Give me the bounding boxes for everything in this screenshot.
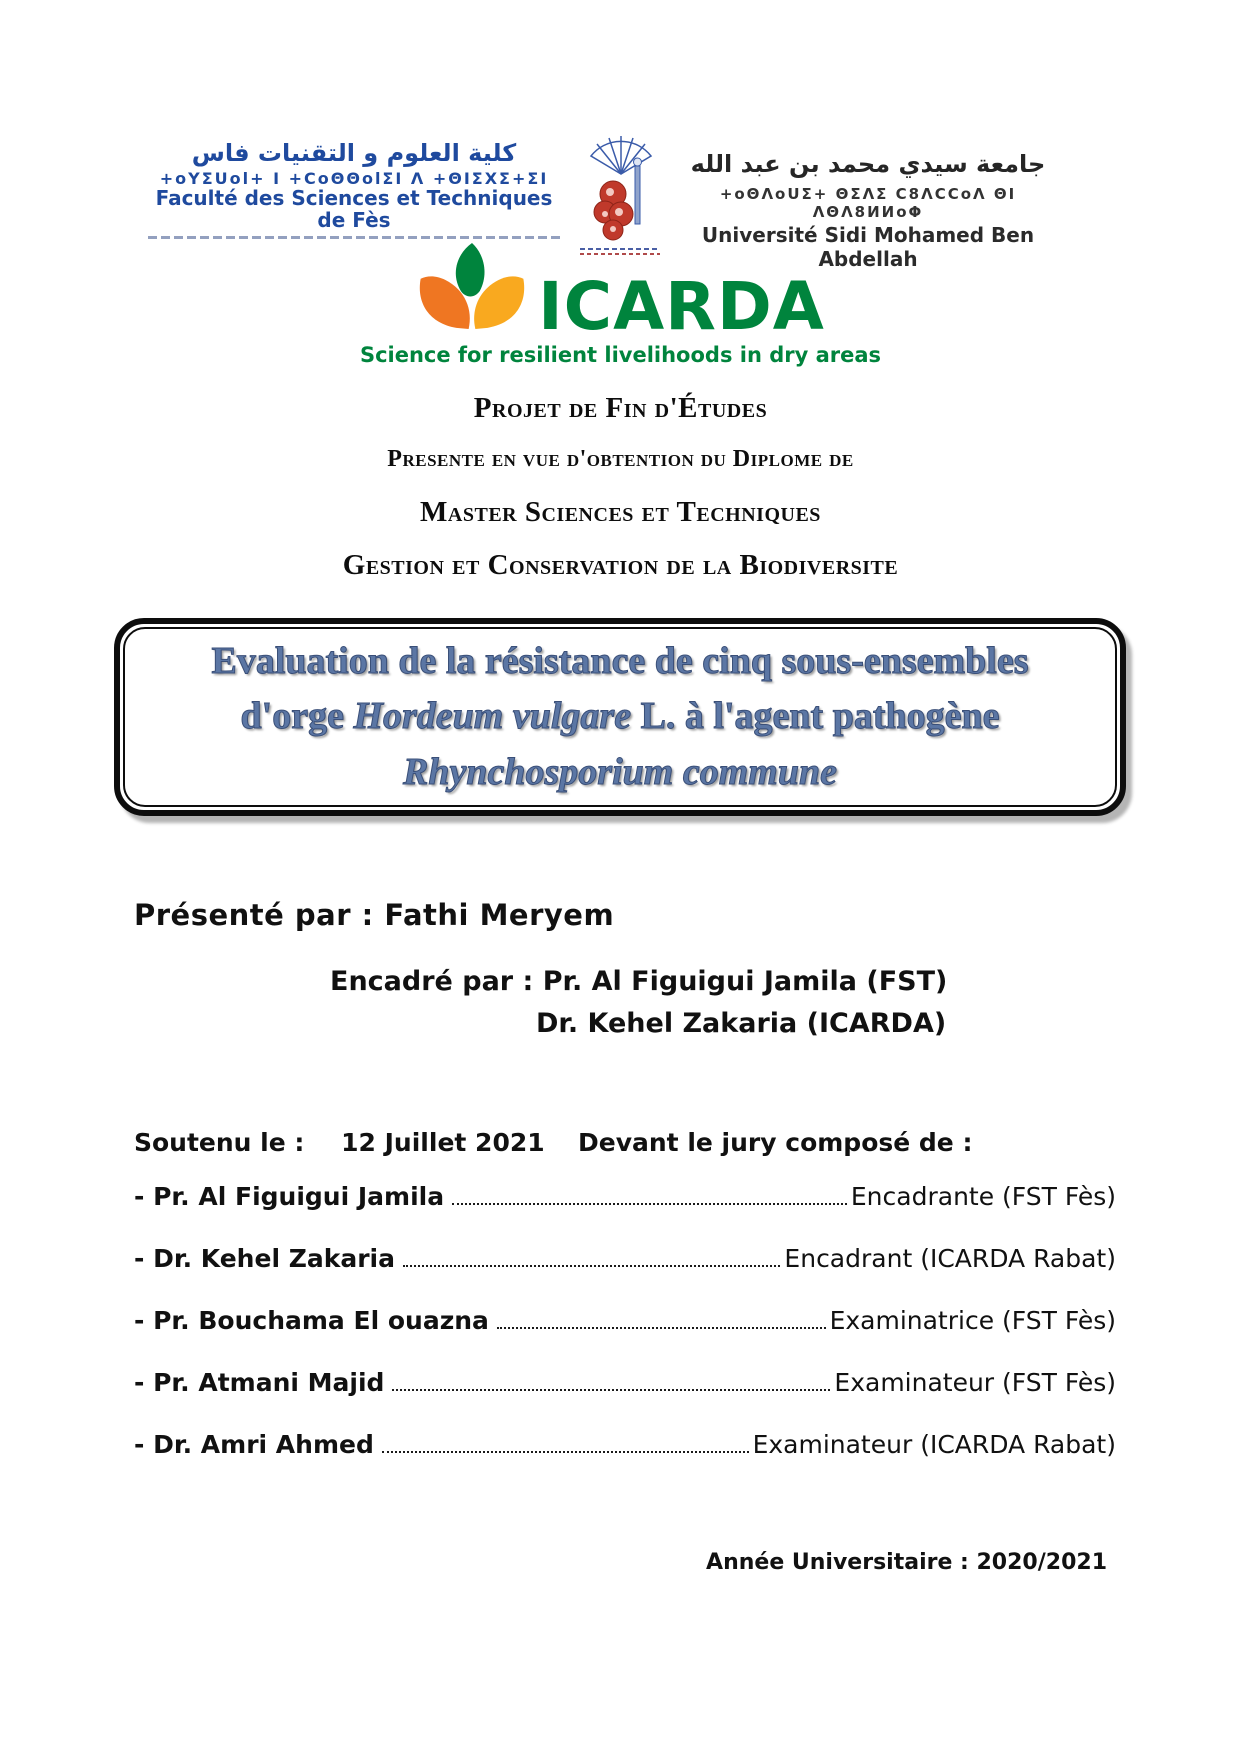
icarda-wordmark: ICARDA <box>538 268 825 346</box>
heading-projet: Projet de Fin d'Études <box>473 392 768 424</box>
heading-presente: Presente en vue d'obtention du Diplome de <box>387 446 854 472</box>
dotted-leader <box>497 1327 826 1329</box>
icarda-flower-icon <box>416 243 528 339</box>
heading-gestion: Gestion et Conservation de la Biodiversite <box>342 549 899 581</box>
jury-member-name: - Dr. Kehel Zakaria <box>134 1244 395 1273</box>
jury-member-name: - Pr. Bouchama El ouazna <box>134 1306 489 1335</box>
fst-arabic-text: كلية العلوم و التقنيات فاس <box>191 139 517 167</box>
jury-row <box>134 1244 1116 1284</box>
dotted-leader <box>403 1265 780 1267</box>
thesis-title-box <box>114 618 1126 816</box>
dotted-leader <box>392 1389 830 1391</box>
jury-member-name: - Pr. Atmani Majid <box>134 1368 385 1397</box>
heading-master: Master Sciences et Techniques <box>420 496 821 528</box>
usmba-seal-icon <box>583 126 659 254</box>
icarda-tagline: Science for resilient livelihoods in dry areas <box>359 343 882 367</box>
jury-list <box>134 1182 1116 1492</box>
jury-member-role: Encadrante (FST Fès) <box>850 1182 1116 1211</box>
defense-date-label: Soutenu le : <box>134 1128 305 1157</box>
jury-member-name: - Pr. Al Figuigui Jamila <box>134 1182 445 1211</box>
defense-date-line <box>134 1128 545 1157</box>
fst-dashed-divider <box>148 236 560 239</box>
fst-logo-block <box>148 140 560 239</box>
dotted-leader <box>452 1203 847 1205</box>
jury-member-role: Examinatrice (FST Fès) <box>829 1306 1116 1335</box>
usmba-name-text: Université Sidi Mohamed Ben Abdellah <box>701 222 1035 271</box>
icarda-logo-block <box>0 243 1241 367</box>
fst-tifinagh-text: +oYΣUol+ I +CoΘΘolΣI Λ +ΘIΣΧΣ+ΣI <box>159 168 549 188</box>
presented-by-line: Présenté par : Fathi Meryem <box>134 898 615 932</box>
usmba-arabic-text: جامعة سيدي محمد بن عبد الله <box>690 150 1046 178</box>
jury-member-role: Encadrant (ICARDA Rabat) <box>784 1244 1116 1273</box>
usmba-tifinagh-text: +oΘΛoUΣ+ ΘΣΛΣ C8ΛCCoΛ ΘI ΛΘΛ8ИИoΦ <box>719 184 1017 221</box>
defense-date-value: 12 Juillet 2021 <box>341 1128 545 1157</box>
supervisor-line-1: Encadré par : Pr. Al Figuigui Jamila (FST) <box>330 966 948 997</box>
dotted-leader <box>382 1451 749 1453</box>
jury-row <box>134 1306 1116 1346</box>
jury-row <box>134 1430 1116 1470</box>
fst-name-text: Faculté des Sciences et Techniques de Fès <box>155 186 553 233</box>
jury-member-role: Examinateur (ICARDA Rabat) <box>752 1430 1116 1459</box>
jury-row <box>134 1368 1116 1408</box>
title-line: Rhynchosporium commune <box>403 750 837 793</box>
jury-member-role: Examinateur (FST Fès) <box>834 1368 1116 1397</box>
supervisor-line-2: Dr. Kehel Zakaria (ICARDA) <box>536 1008 947 1039</box>
jury-member-name: - Dr. Amri Ahmed <box>134 1430 374 1459</box>
title-line: d'orge Hordeum vulgare L. à l'agent pathogène <box>240 695 1000 738</box>
title-text <box>123 627 1117 807</box>
jury-intro-label: Devant le jury composé de : <box>578 1128 973 1157</box>
title-line: Evaluation de la résistance de cinq sous-ensembles <box>211 640 1029 683</box>
academic-year-label: Année Universitaire : 2020/2021 <box>706 1550 1107 1575</box>
jury-row <box>134 1182 1116 1222</box>
